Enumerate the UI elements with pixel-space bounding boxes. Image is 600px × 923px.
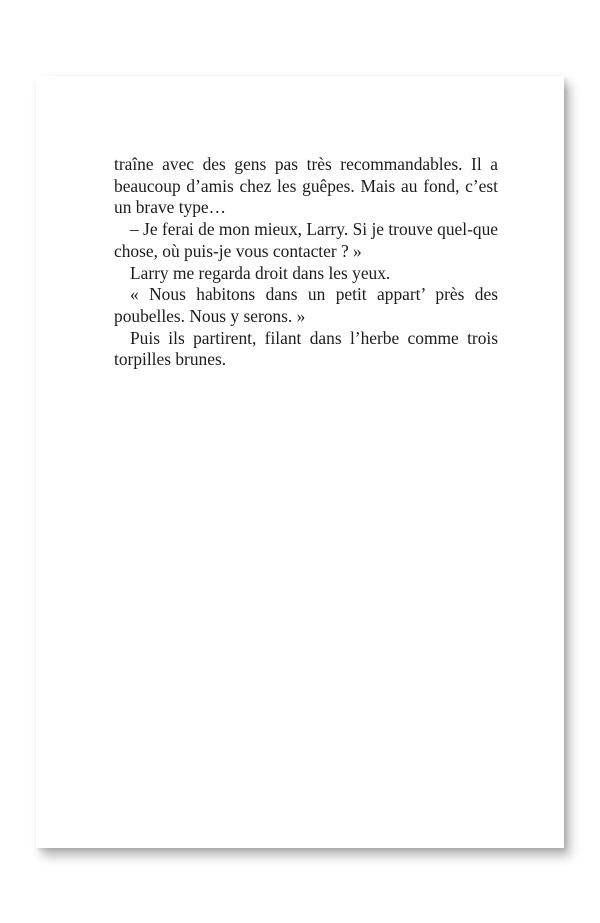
book-page <box>36 76 564 848</box>
paragraph-continuation: traîne avec des gens pas très recommandables. Il a beaucoup d’amis chez les guêpes. Mais au fond, c’est un brave type… <box>114 154 498 218</box>
paragraph-dialogue-larry: « Nous habitons dans un petit appart’ près des poubelles. Nous y serons. » <box>114 284 498 326</box>
page-text <box>114 154 498 371</box>
paragraph-narration: Larry me regarda droit dans les yeux. <box>130 262 391 283</box>
paragraph-dialogue-reply: – Je ferai de mon mieux, Larry. Si je trouve quel-que chose, où puis-je vous contacter ? » <box>114 219 498 261</box>
paragraph-closing: Puis ils partirent, filant dans l’herbe comme trois torpilles brunes. <box>114 327 498 370</box>
